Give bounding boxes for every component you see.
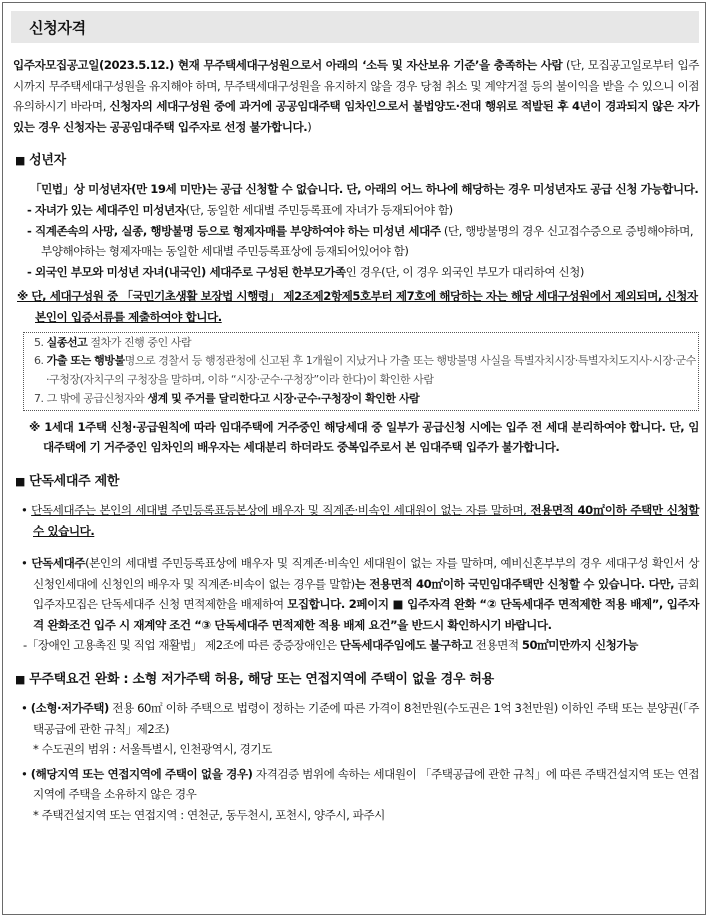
household-note-text: ※ 1세대 1주택 신청·공급원칙에 따라 임대주택에 거주중인 해당세대 중 일부가 공급신청 시에는 입주 전 세대 분리하여야 합니다. 단, 임대주택에 기 거주중인 임차인의 배우자는 세대분리 하더라도 중복입주로서 본 임대주택 입주가 불가합니다. xyxy=(29,419,699,455)
single-bullet-2-note: (본인의 세대별 주민등록표상에 배우자 및 직계존·비속인 세대원이 없는 자를 말하며, 예비신혼부부의 경우 세대구성 확인서 상 신청인세대에 신청인의 배우자 및 직계존·비속이 없는 경우를 말함) xyxy=(33,556,699,591)
box-item-7-bold: 생계 및 주거를 달리한다고 시장·군수·구청장이 확인한 사람 xyxy=(147,391,420,405)
square-bullet-icon: ■ xyxy=(15,154,26,168)
adult-item-2 xyxy=(13,221,699,262)
single-bullet-2-lead: 단독세대주 xyxy=(31,556,86,571)
intro-restriction: 신청자의 세대구성원 중에 과거에 공공임대주택 임차인으로서 불법양도·전대 행위로 적발된 후 4년이 경과되지 않은 자가 있는 경우 신청자는 공공임대주택 입주자로 선정 불가합니다. xyxy=(13,99,699,134)
disabled-note-c: 전용면적 xyxy=(472,638,522,653)
box-item-7-num: 7. 그 밖에 공급신청자와 xyxy=(34,391,148,405)
adult-item-2-note: (단, 행방불명의 경우 신고접수증으로 증빙해야하며, 부양해야하는 형제자매는 동일한 세대별 주민등록표상에 등재되어있어야 함) xyxy=(41,223,694,259)
box-item-5-rest: 절차가 진행 중인 사람 xyxy=(87,335,192,349)
heading-adult-text: 성년자 xyxy=(29,153,66,169)
heading-single-householder xyxy=(15,472,699,492)
adult-note-text: ※ 단, 세대구성원 중 「국민기초생활 보장법 시행령」 제2조제2항제5호부터 제7호에 해당하는 자는 해당 세대구성원에서 제외되며, 신청자 본인이 입증서류를 제출하여야 합니다. xyxy=(17,289,698,324)
document-body xyxy=(13,55,699,826)
relax-bullet-1-sub: * 수도권의 범위 : 서울특별시, 인천광역시, 경기도 xyxy=(33,742,272,757)
square-bullet-icon: ■ xyxy=(15,474,26,488)
square-bullet-icon: ■ xyxy=(15,673,26,687)
adult-note xyxy=(13,286,699,327)
document-page xyxy=(2,2,706,915)
single-bullet-1-bold: 전용면적 40㎡이하 주택만 신청할 수 있습니다. xyxy=(33,502,700,538)
disabled-note-d: 50㎡미만까지 신청가능 xyxy=(521,638,638,653)
excluded-members-box xyxy=(23,332,699,411)
section-title-bar xyxy=(11,11,699,43)
intro-paragraph xyxy=(13,55,699,137)
adult-item-3-note: 인 경우(단, 이 경우 외국인 부모가 대리하여 신청) xyxy=(345,264,584,279)
disabled-note-b: 단독세대주임에도 불구하고 xyxy=(339,638,473,653)
intro-note: (단, 모집공고일로부터 입주 시까지 무주택세대구성원을 유지해야 하며, 무주택세대구성원을 유지하지 않을 경우 당첨 취소 및 계약거절 등의 불이익을 받을 수 있으니 이점 유의하시기 바라며, xyxy=(13,58,699,114)
single-bullet-2-bold: 는 전용면적 40㎡이하 국민임대주택만 신청할 수 있습니다. 다만, xyxy=(354,576,675,591)
heading-single-householder-text: 단독세대주 제한 xyxy=(29,473,120,489)
disabled-note-a: -「장애인 고용촉진 및 직업 재활법」 제2조에 따른 중증장애인은 xyxy=(23,638,340,653)
household-note xyxy=(13,417,699,458)
relax-bullet-2-lead: (해당지역 또는 연접지역에 주택이 없을 경우) xyxy=(30,766,253,781)
single-bullet-2-exception: 금회 입주자모집은 단독세대주 신청 면적제한을 배제하여 xyxy=(33,576,699,612)
section-title: 신청자격 xyxy=(29,19,86,37)
relax-bullet-1-text: 전용 60㎡ 이하 주택으로 법령이 정하는 기준에 따른 가격이 8천만원(수도권은 1억 3천만원) 이하인 주택 또는 분양권(「주택공급에 관한 규칙」제2조) xyxy=(33,701,700,736)
single-bullet-2-reference: 모집합니다. 2페이지 ■ 입주자격 완화 “② 단독세대주 면적제한 적용 배제”, 입주자격 완화조건 입주 시 재계약 조건 “③ 단독세대주 면적제한 적용 배제 요건”을 반드시 확인하시기 바랍니다. xyxy=(33,597,699,632)
box-item-7 xyxy=(34,390,698,409)
box-item-6-num: 6. xyxy=(34,354,47,368)
relax-bullet-1: • (소형·저가주택) 전용 60㎡ 이하 주택으로 법령이 정하는 기준에 따른 가격이 8천만원(수도권은 1억 3천만원) 이하인 주택 또는 분양권(「주택공급에 관한 규칙」제2조) xyxy=(21,701,700,736)
relax-bullet-2-text: 자격검증 범위에 속하는 세대원이 「주택공급에 관한 규칙」에 따른 주택건설지역 또는 연접지역에 주택을 소유하지 않은 경우 xyxy=(33,766,699,802)
box-item-5-num: 5. xyxy=(34,335,47,349)
adult-lead-text: 「민법」상 미성년자(만 19세 미만)는 공급 신청할 수 없습니다. 단, 아래의 어느 하나에 해당하는 경우 미성년자도 공급 신청 가능합니다. xyxy=(30,182,699,197)
box-item-6-bold: 가출 또는 행방불 xyxy=(46,354,125,368)
relax-bullet-2-sub: * 주택건설지역 또는 연접지역 : 연천군, 동두천시, 포천시, 양주시, 파주시 xyxy=(33,808,385,823)
box-item-6-rest: 명으로 경찰서 등 행정관청에 신고된 후 1개월이 지났거나 가출 또는 행방불명 사실을 특별자치시장·특별자치도지사·시장·군수·구청장(자치구의 구청장을 말하며, 이하 “시장·군수·구청장”이라 한다)이 확인한 사람 xyxy=(46,354,696,387)
intro-close-paren: ) xyxy=(307,119,312,134)
relax-bullet-1-lead: (소형·저가주택) xyxy=(30,701,109,716)
adult-item-1-bold: - 자녀가 있는 세대주인 미성년자 xyxy=(27,202,186,217)
box-item-6 xyxy=(34,352,698,390)
heading-adult xyxy=(15,151,699,171)
adult-item-1-note: (단, 동일한 세대별 주민등록표에 자녀가 등재되어야 함) xyxy=(185,202,453,217)
single-bullet-2: • 단독세대주(본인의 세대별 주민등록표상에 배우자 및 직계존·비속인 세대원이 없는 자를 말하며, 예비신혼부부의 경우 세대구성 확인서 상 신청인세대에 신청인의 배우자 및 직계존·비속이 없는 경우를 말함)는 전용면적 40㎡이하 국민임대주택만 신청할 수 있습니다. 다만, 금회 입주자모집은 단독세대주 신청 면적제한을 배제하여 모집합니다. 2페이지 ■ 입주자격 완화 “② 단독세대주 면적제한 적용 배제”, 입주자격 완화조건 입주 시 재계약 조건 “③ 단독세대주 면적제한 적용 배제 요건”을 반드시 확인하시기 바랍니다. xyxy=(21,556,699,632)
heading-housing-relaxation-text: 무주택요건 완화 : 소형 저가주택 허용, 해당 또는 연접지역에 주택이 없을 경우 허용 xyxy=(29,672,494,688)
single-bullet-1: • 단독세대주는 본인의 세대별 주민등록표등본상에 배우자 및 직계존·비속인 세대원이 없는 자를 말하며, 전용면적 40㎡이하 주택만 신청할 수 있습니다. xyxy=(21,502,700,538)
adult-lead xyxy=(13,179,699,200)
relax-bullet-2: • (해당지역 또는 연접지역에 주택이 없을 경우) 자격검증 범위에 속하는 세대원이 「주택공급에 관한 규칙」에 따른 주택건설지역 또는 연접지역에 주택을 소유하지 않은 경우 xyxy=(21,766,699,802)
single-bullet-1-text: 단독세대주는 본인의 세대별 주민등록표등본상에 배우자 및 직계존·비속인 세대원이 없는 자를 말하며, xyxy=(31,502,527,517)
box-item-5-bold: 실종선고 xyxy=(46,335,88,349)
adult-item-3-bold: - 외국인 부모와 미성년 자녀(내국인) 세대주로 구성된 한부모가족 xyxy=(27,264,346,279)
heading-housing-relaxation xyxy=(15,670,699,690)
box-item-5 xyxy=(34,334,698,353)
intro-key-condition: 입주자모집공고일(2023.5.12.) 현재 무주택세대구성원으로서 아래의 ‘소득 및 자산보유 기준’을 충족하는 사람 xyxy=(13,58,563,72)
adult-item-2-bold: - 직계존속의 사망, 실종, 행방불명 등으로 형제자매를 부양하여야 하는 미성년 세대주 xyxy=(27,223,441,238)
adult-item-1 xyxy=(13,200,699,221)
single-disabled-note xyxy=(13,635,699,656)
adult-item-3 xyxy=(13,262,699,283)
